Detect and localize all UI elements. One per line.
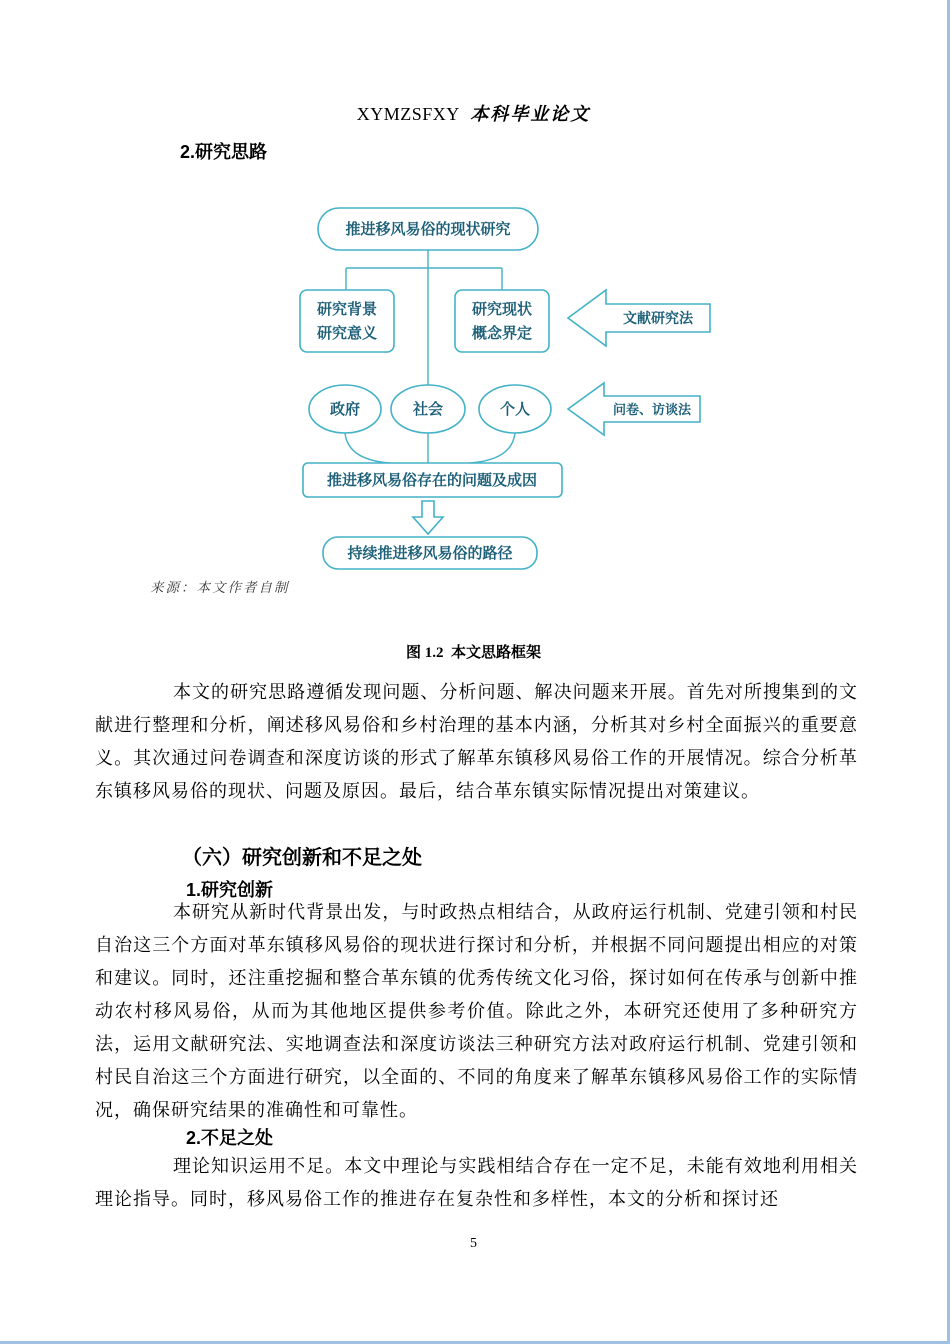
paragraph-shortcoming: 理论知识运用不足。本文中理论与实践相结合存在一定不足，未能有效地利用相关理论指导。同时，移风易俗工作的推进存在复杂性和多样性，本文的分析和探讨还 bbox=[95, 1156, 858, 1209]
flowchart-shapes bbox=[300, 208, 710, 569]
connector-individual-curve bbox=[470, 433, 515, 463]
flowchart-canvas bbox=[140, 192, 760, 572]
status-box-label-1: 研究现状 bbox=[471, 302, 533, 318]
heading-shortcoming: 2.不足之处 bbox=[186, 1128, 274, 1148]
paragraph-innovation: 本研究从新时代背景出发，与时政热点相结合，从政府运行机制、党建引领和村民自治这三个方面对革东镇移风易俗的现状进行探讨和分析，并根据不同问题提出相应的对策和建议。同时，还注重挖掘和整合革东镇的优秀传统文化习俗，探讨如何在传承与创新中推动农村移风易俗，从而为其他地区提供参考价值。除此之外，本研究还使用了多种研究方法，运用文献研究法、实地调查法和深度访谈法三种研究方法对政府运行机制、党建引领和村民自治这三个方面进行研究，以全面的、不同的角度来了解革东镇移风易俗工作的实际情况，确保研究结果的准确性和可靠性。 bbox=[95, 902, 858, 1120]
paragraph-approach-summary: 本文的研究思路遵循发现问题、分析问题、解决问题来开展。首先对所搜集到的文献进行整理和分析，阐述移风易俗和乡村治理的基本内涵，分析其对乡村全面振兴的重要意义。其次通过问卷调查和深度访谈的形式了解革东镇移风易俗工作的开展情况。综合分析革东镇移风易俗的现状、问题及原因。最后，结合革东镇实际情况提出对策建议。 bbox=[95, 682, 858, 801]
literature-method-label: 文献研究法 bbox=[623, 312, 693, 327]
government-label: 政府 bbox=[329, 402, 361, 418]
page-number: 5 bbox=[470, 1236, 477, 1251]
figure-caption: 图 1.2 本文思路框架 bbox=[405, 645, 541, 661]
connector-gov-curve bbox=[345, 433, 390, 463]
figure-source-note: 来源：本文作者自制 bbox=[150, 580, 290, 595]
society-label: 社会 bbox=[412, 402, 444, 418]
header-doc-type: 本科毕业论文 bbox=[470, 104, 591, 124]
page-header bbox=[0, 100, 947, 126]
header-school-code: XYMZSFXY bbox=[356, 104, 460, 124]
status-box-shape bbox=[455, 290, 549, 352]
down-arrow-icon bbox=[413, 501, 443, 534]
problem-box-label: 推进移风易俗存在的问题及成因 bbox=[326, 473, 538, 489]
heading-innovation: 1.研究创新 bbox=[186, 880, 274, 900]
survey-method-label: 问卷、访谈法 bbox=[612, 402, 692, 417]
path-box-label: 持续推进移风易俗的路径 bbox=[347, 546, 513, 562]
background-box-shape bbox=[300, 290, 394, 352]
background-box-label-2: 研究意义 bbox=[316, 326, 378, 342]
heading-section-six: （六）研究创新和不足之处 bbox=[182, 847, 422, 869]
top-node-label: 推进移风易俗的现状研究 bbox=[345, 222, 511, 238]
individual-label: 个人 bbox=[499, 402, 531, 418]
status-box-label-2: 概念界定 bbox=[471, 326, 533, 342]
background-box-label-1: 研究背景 bbox=[316, 302, 378, 318]
heading-research-approach: 2.研究思路 bbox=[180, 142, 268, 162]
research-flowchart bbox=[140, 192, 760, 572]
